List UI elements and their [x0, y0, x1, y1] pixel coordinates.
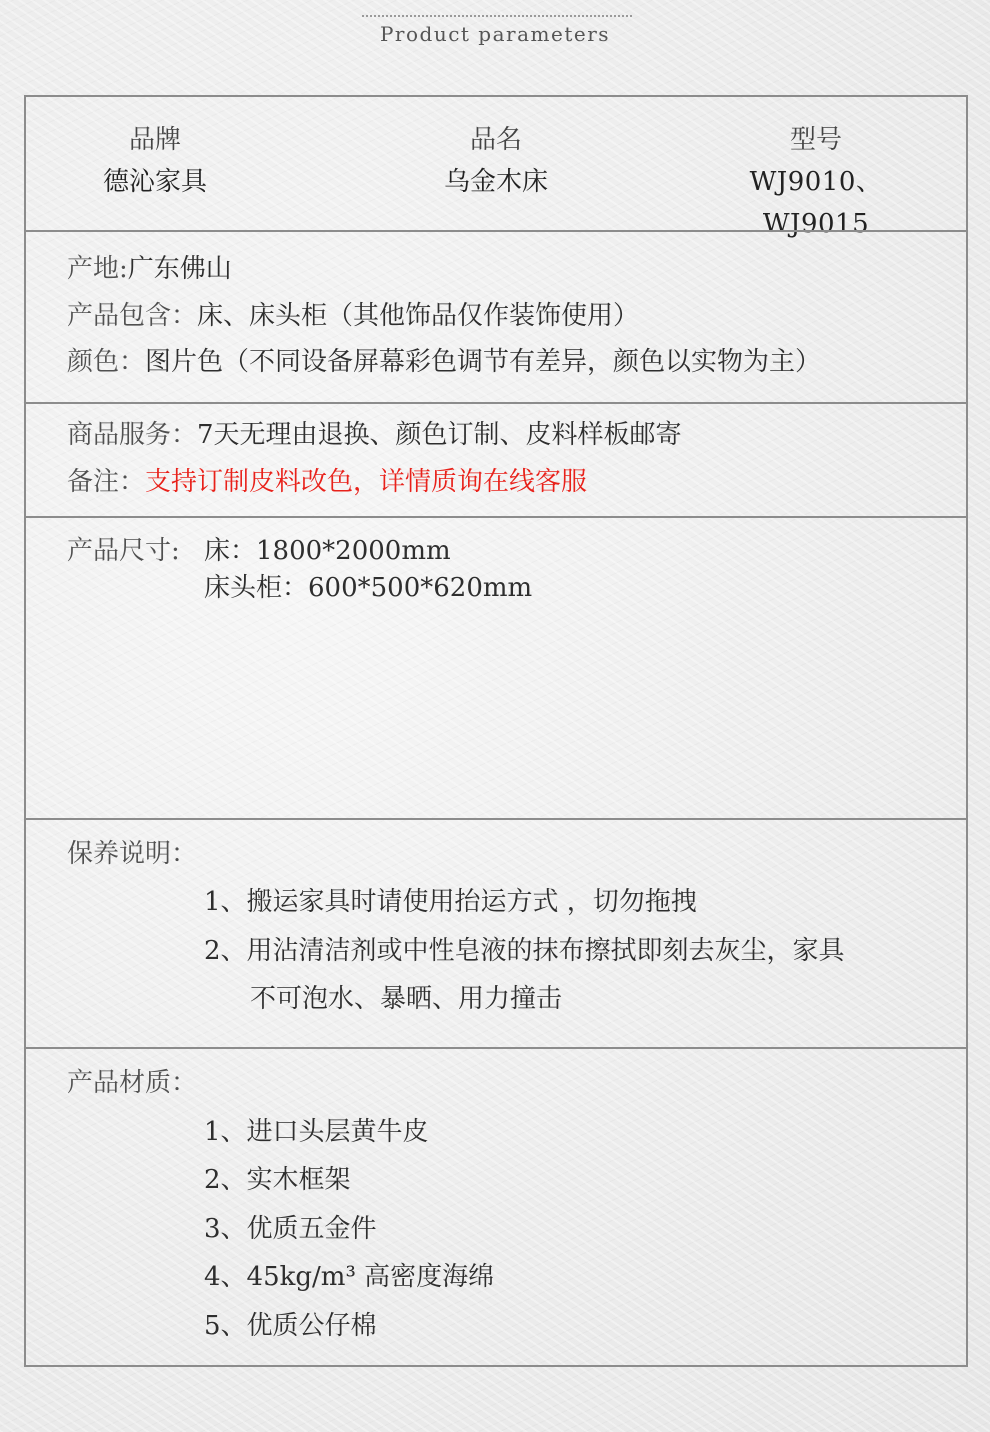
color-row	[67, 345, 821, 379]
color-label: 颜色：	[67, 347, 146, 377]
origin-value: 广东佛山	[127, 254, 232, 284]
product-name-column	[411, 119, 581, 203]
note-row	[67, 465, 587, 499]
origin-package-color-section	[26, 230, 966, 402]
material-item: 4、45kg/m³ 高密度海绵	[204, 1262, 495, 1292]
color-value: 图片色（不同设备屏幕彩色调节有差异，颜色以实物为主）	[145, 347, 822, 377]
care-title: 保养说明：	[67, 839, 198, 869]
note-value: 支持订制皮料改色，详情质询在线客服	[145, 467, 588, 497]
product-parameters-table	[24, 95, 968, 1367]
package-value: 床、床头柜（其他饰品仅作装饰使用）	[197, 301, 640, 331]
model-label: 型号	[789, 125, 842, 155]
material-item: 5、优质公仔棉	[204, 1311, 377, 1341]
brand-column	[70, 119, 240, 203]
origin-row	[67, 252, 232, 286]
origin-label: 产地:	[67, 254, 128, 284]
size-label: 产品尺寸:	[67, 536, 180, 566]
material-item: 1、进口头层黄牛皮	[204, 1117, 429, 1147]
package-row	[67, 299, 639, 333]
model-column	[706, 119, 926, 245]
service-value: 7天无理由退换、颜色订制、皮料样板邮寄	[197, 420, 682, 450]
page-header	[0, 0, 990, 60]
model-value: WJ9010、WJ9015	[749, 167, 883, 239]
product-name-label: 品名	[469, 125, 522, 155]
bed-size: 床：1800*2000mm	[204, 536, 451, 566]
package-label: 产品包含：	[67, 301, 198, 331]
note-label: 备注：	[67, 467, 146, 497]
brand-label: 品牌	[128, 125, 181, 155]
page-title: Product parameters	[379, 22, 611, 46]
service-note-section	[26, 402, 966, 516]
size-section	[26, 516, 966, 818]
service-row	[67, 418, 682, 452]
material-section	[26, 1047, 966, 1365]
material-item: 2、实木框架	[204, 1165, 351, 1195]
care-item: 1、搬运家具时请使用抬运方式 ，切勿拖拽	[204, 887, 697, 917]
nightstand-size: 床头柜：600*500*620mm	[204, 573, 533, 603]
brand-value: 德沁家具	[102, 167, 207, 197]
header-dotted-divider	[362, 15, 632, 17]
product-name-value: 乌金木床	[443, 167, 548, 197]
care-item: 2、用沾清洁剂或中性皂液的抹布擦拭即刻去灰尘，家具	[204, 936, 845, 966]
material-title: 产品材质：	[67, 1068, 198, 1098]
care-item-continuation: 不可泡水、暴晒、用力撞击	[250, 984, 563, 1014]
basic-info-section	[26, 97, 966, 239]
material-item: 3、优质五金件	[204, 1214, 377, 1244]
service-label: 商品服务：	[67, 420, 198, 450]
care-section	[26, 818, 966, 1047]
